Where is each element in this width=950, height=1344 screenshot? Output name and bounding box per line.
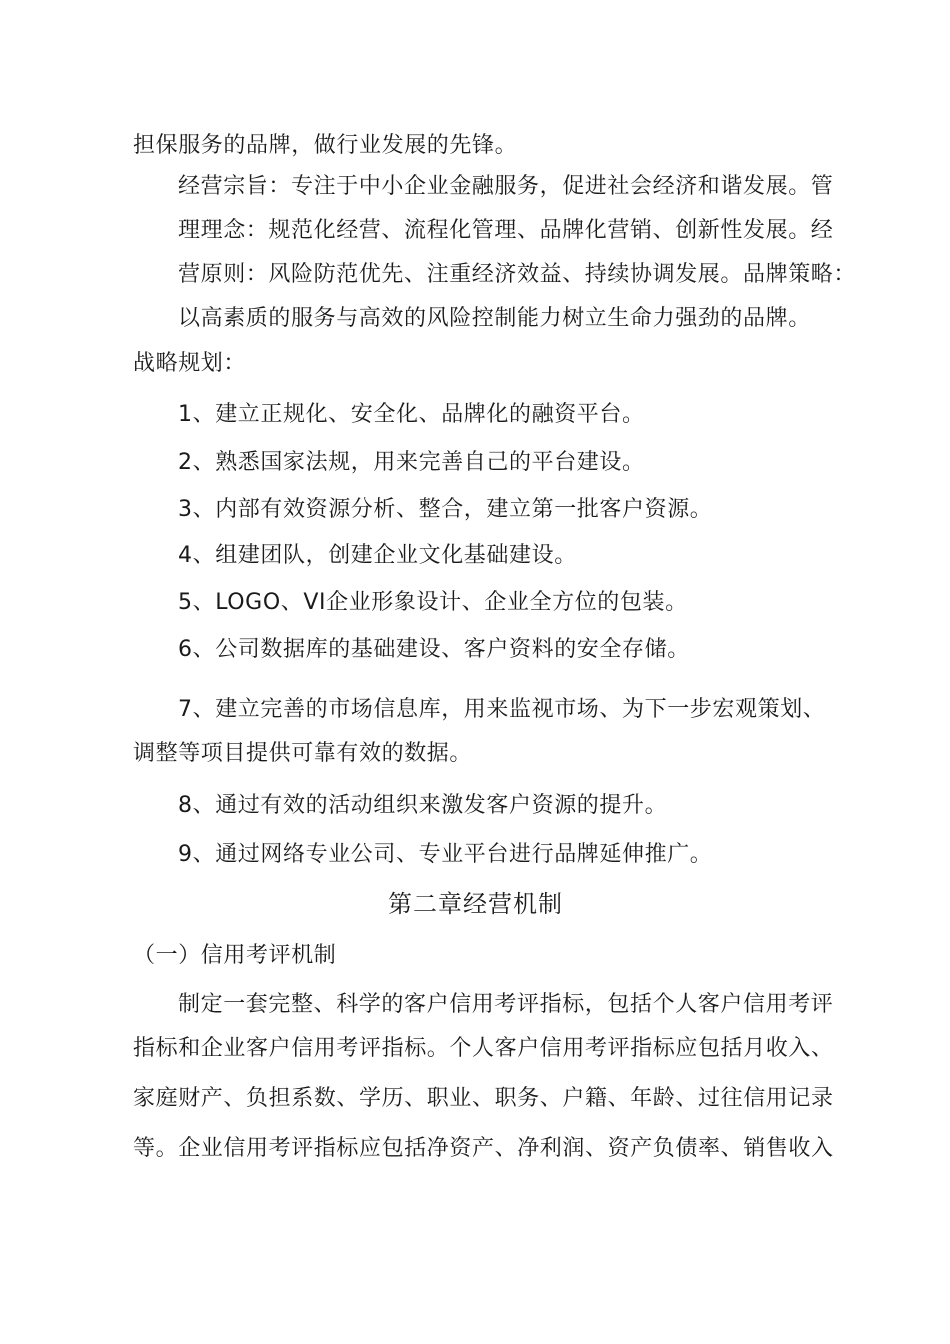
intro-line: 担保服务的品牌，做行业发展的先锋。 [133, 133, 518, 158]
body-line: 家庭财产、负担系数、学历、职业、职务、户籍、年龄、过往信用记录 [133, 1086, 834, 1111]
strategy-item: 9、通过网络专业公司、专业平台进行品牌延伸推广。 [178, 842, 713, 867]
section-title: （一）信用考评机制 [133, 943, 337, 968]
strategy-item: 2、熟悉国家法规，用来完善自己的平台建设。 [178, 450, 645, 475]
strategy-item: 3、内部有效资源分析、整合，建立第一批客户资源。 [178, 497, 713, 522]
strategy-item: 4、组建团队，创建企业文化基础建设。 [178, 543, 577, 568]
intro-line: 以高素质的服务与高效的风险控制能力树立生命力强劲的品牌。 [178, 306, 811, 331]
intro-line: 理理念：规范化经营、流程化管理、品牌化营销、创新性发展。经 [178, 218, 834, 243]
strategy-item-continuation: 调整等项目提供可靠有效的数据。 [133, 741, 473, 766]
strategy-item: 6、公司数据库的基础建设、客户资料的安全存储。 [178, 637, 690, 662]
strategy-item: 8、通过有效的活动组织来激发客户资源的提升。 [178, 793, 668, 818]
strategy-item: 5、LOGO、VI企业形象设计、企业全方位的包装。 [178, 590, 688, 615]
strategy-label: 战略规划： [133, 351, 247, 376]
body-line: 指标和企业客户信用考评指标。个人客户信用考评指标应包括月收入、 [133, 1036, 834, 1061]
body-line: 等。企业信用考评指标应包括净资产、净利润、资产负债率、销售收入 [133, 1136, 834, 1161]
strategy-item: 1、建立正规化、安全化、品牌化的融资平台。 [178, 402, 645, 427]
intro-line: 营原则：风险防范优先、注重经济效益、持续协调发展。品牌策略： [178, 262, 857, 287]
body-line: 制定一套完整、科学的客户信用考评指标，包括个人客户信用考评 [178, 992, 834, 1017]
strategy-item: 7、建立完善的市场信息库，用来监视市场、为下一步宏观策划、 [178, 697, 826, 722]
intro-line: 经营宗旨：专注于中小企业金融服务，促进社会经济和谐发展。管 [178, 174, 834, 199]
chapter-title: 第二章经营机制 [388, 890, 563, 918]
